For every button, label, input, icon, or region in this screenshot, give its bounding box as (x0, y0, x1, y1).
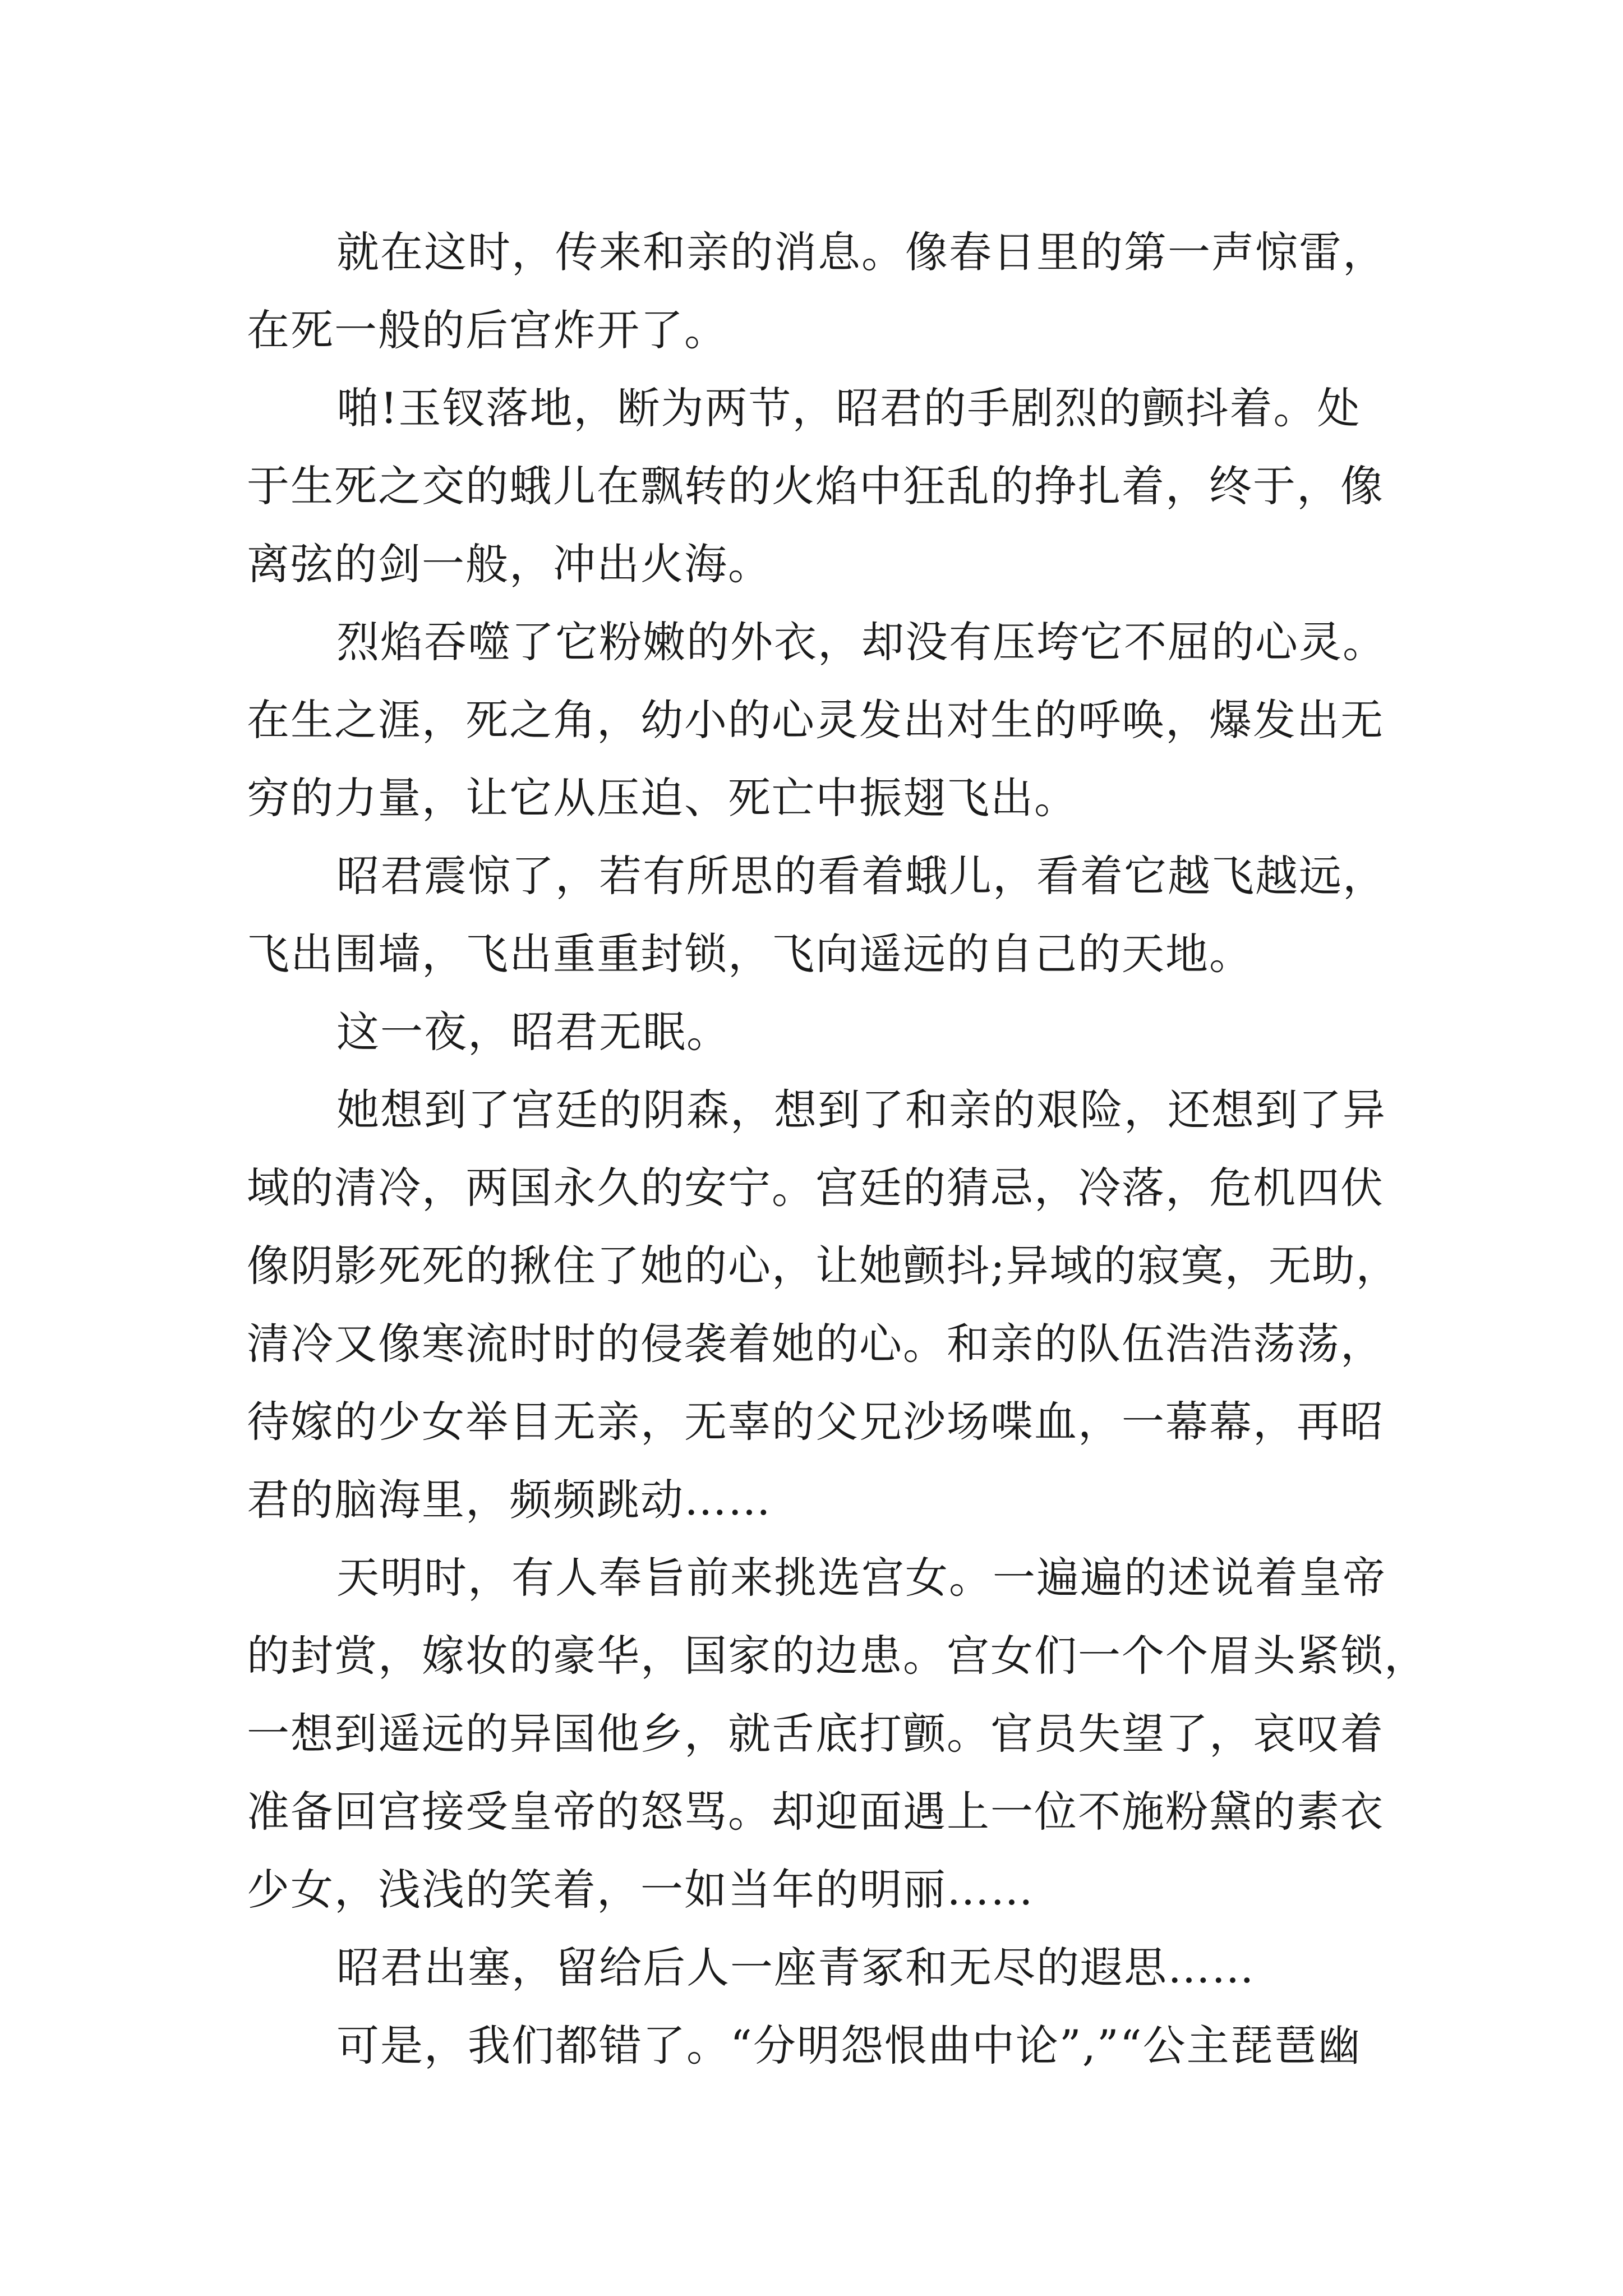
text-line: 清冷又像寒流时时的侵袭着她的心。和亲的队伍浩浩荡荡， (247, 1319, 1384, 1369)
text-line: 准备回宫接受皇帝的怒骂。却迎面遇上一位不施粉黛的素衣 (247, 1787, 1384, 1837)
text-line: 她想到了宫廷的阴森，想到了和亲的艰险，还想到了异 (336, 1085, 1386, 1135)
text-line: 少女，浅浅的笑着，一如当年的明丽…… (247, 1865, 1034, 1915)
text-line: 昭君震惊了，若有所思的看着蛾儿，看着它越飞越远， (336, 851, 1386, 901)
text-line: 穷的力量，让它从压迫、死亡中振翅飞出。 (247, 773, 1078, 823)
text-line: 天明时，有人奉旨前来挑选宫女。一遍遍的述说着皇帝 (336, 1553, 1386, 1603)
text-line: 离弦的剑一般，冲出火海。 (247, 539, 772, 589)
text-line: 君的脑海里，频频跳动…… (247, 1475, 772, 1525)
text-line: 的封赏，嫁妆的豪华，国家的边患。宫女们一个个眉头紧锁， (247, 1631, 1428, 1681)
text-line: 待嫁的少女举目无亲，无辜的父兄沙场喋血，一幕幕，再昭 (247, 1397, 1384, 1447)
text-line: 在生之涯，死之角，幼小的心灵发出对生的呼唤，爆发出无 (247, 695, 1384, 745)
text-line: 在死一般的后宫炸开了。 (247, 305, 728, 355)
text-line: 一想到遥远的异国他乡，就舌底打颤。官员失望了，哀叹着 (247, 1709, 1384, 1759)
text-line: 域的清冷，两国永久的安宁。宫廷的猜忌，冷落，危机四伏 (247, 1163, 1384, 1213)
text-line: 像阴影死死的揪住了她的心，让她颤抖;异域的寂寞，无助， (247, 1241, 1400, 1291)
text-line: 啪!玉钗落地，断为两节，昭君的手剧烈的颤抖着。处 (336, 383, 1361, 433)
text-line: 烈焰吞噬了它粉嫩的外衣，却没有压垮它不屈的心灵。 (336, 617, 1386, 667)
text-line: 昭君出塞，留给后人一座青冢和无尽的遐思…… (336, 1943, 1255, 1993)
body-text (247, 213, 1428, 2085)
text-line: 这一夜，昭君无眠。 (336, 1007, 730, 1057)
text-line: 于生死之交的蛾儿在飘转的火焰中狂乱的挣扎着，终于，像 (247, 461, 1384, 511)
text-line: 就在这时，传来和亲的消息。像春日里的第一声惊雷， (336, 227, 1386, 277)
text-line: 飞出围墙，飞出重重封锁，飞向遥远的自己的天地。 (247, 929, 1253, 979)
text-line: 可是，我们都错了。“分明怨恨曲中论”,”“公主琵琶幽 (336, 2021, 1362, 2070)
